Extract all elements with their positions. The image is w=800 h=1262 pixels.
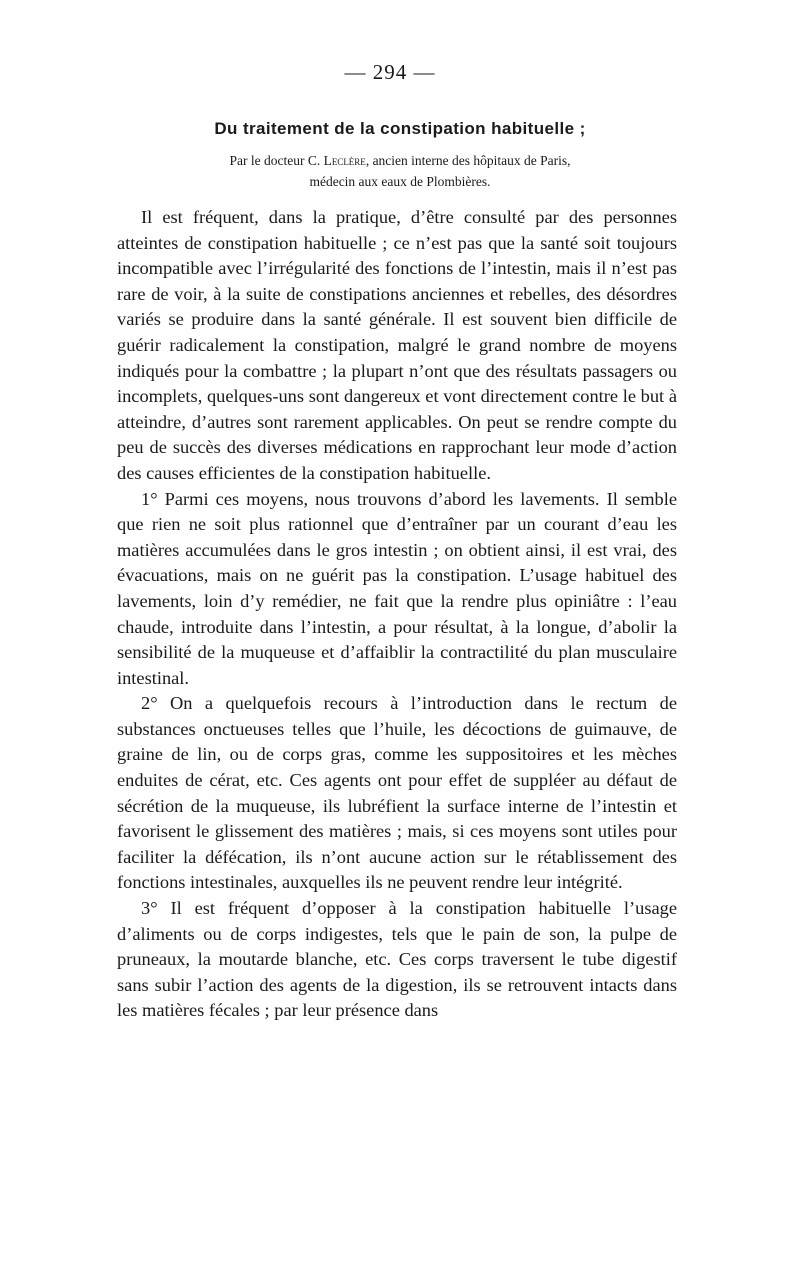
byline-line-1 (160, 150, 640, 171)
paragraph-intro: Il est fréquent, dans la pratique, d’être consulté par des personnes atteintes de constipation habituelle ; ce n’est pas que la santé soit toujours incompatible avec l’irrégularité des fonctions de l’intestin, mais il n’est pas rare de voir, à la suite de constipations anciennes et rebelles, des désordres variés se produire dans la santé générale. Il est souvent bien difficile de guérir radicalement la constipation, malgré le grand nombre de moyens indiqués pour la combattre ; la plupart n’ont que des résultats passagers ou incomplets, quelques-uns sont dangereux et vont directement contre le but à atteindre, d’autres sont rarement applicables. On peut se rendre compte du peu de succès des diverses médications en rapprochant leur mode d’action des causes efficientes de la constipation habituelle. (117, 207, 677, 483)
article-title: Du traitement de la constipation habituelle ; (214, 119, 586, 138)
paragraph-substances-onctueuses: 2° On a quelquefois recours à l’introduction dans le rectum de substances onctueuses telles que l’huile, les décoctions de guimauve, de graine de lin, ou de corps gras, comme les suppositoires et les mèches enduites de cérat, etc. Ces agents ont pour effet de suppléer au défaut de sécrétion de la muqueuse, ils lubréfient la surface interne de l’intestin et favorisent le glissement des matières ; mais, si ces moyens sont utiles pour faciliter la défécation, ils n’ont aucune action sur le rétablissement des fonctions intestinales, auxquelles ils ne peuvent rendre leur intégrité. (117, 693, 677, 893)
author-name: C. Leclère (307, 153, 366, 168)
article-byline (160, 150, 640, 192)
byline-line-2: médecin aux eaux de Plombières. (309, 174, 491, 189)
paragraph-lavements: 1° Parmi ces moyens, nous trouvons d’abord les lavements. Il semble que rien ne soit plus rationnel que d’entraîner par un courant d’eau les matières accumulées dans le gros intestin ; on obtient ainsi, il est vrai, des évacuations, mais on ne guérit pas la constipation. L’usage habituel des lavements, loin d’y remédier, ne fait que la rendre plus opiniâtre : l’eau chaude, introduite dans l’intestin, a pour résultat, à la longue, d’abolir la sensibilité de la muqueuse et d’affaiblir la contractilité du plan musculaire intestinal. (117, 488, 677, 688)
paragraph-corps-indigestes: 3° Il est fréquent d’opposer à la constipation habituelle l’usage d’aliments ou de corps indigestes, tels que le pain de son, la pulpe de pruneaux, la moutarde blanche, etc. Ces corps traversent le tube digestif sans subir l’action des agents de la digestion, ils se retrouvent intacts dans les matières fécales ; par leur présence dans (117, 898, 677, 1021)
byline-prefix: Par le docteur (229, 153, 305, 168)
byline-affiliation: , ancien interne des hôpitaux de Paris, (365, 153, 571, 168)
page-number: — 294 — (344, 60, 436, 84)
article-body (117, 205, 677, 1024)
